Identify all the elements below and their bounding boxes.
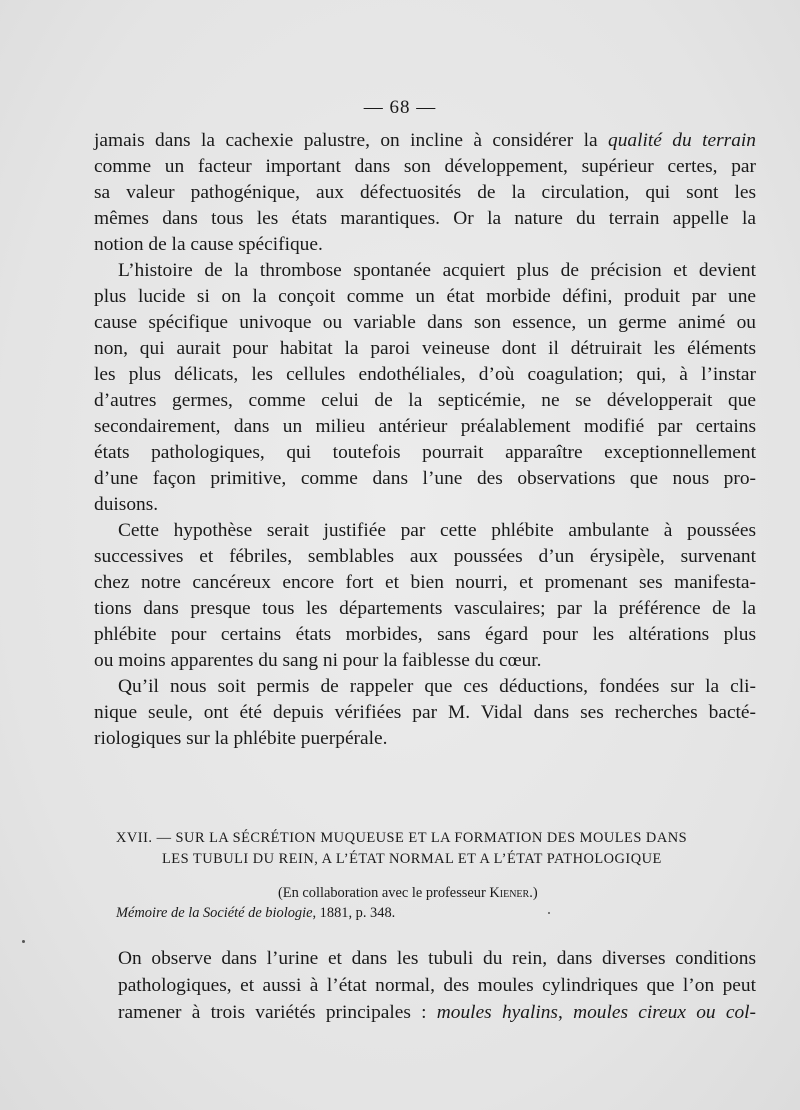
text-line: plus lucide si on la conçoit comme un état morbide défini, produit par une [94, 286, 756, 307]
text-line: riologiques sur la phlébite puerpérale. [94, 728, 388, 749]
text-line: pathologiques, et aussi à l’état normal, des moules cylindriques que l’on peut [118, 975, 756, 996]
publication-reference: Mémoire de la Société de biologie, 1881, p. 348. [116, 905, 396, 921]
journal-title: Mémoire de la Société de biologie [116, 905, 313, 921]
body-text [94, 128, 756, 752]
page-number: — 68 — [363, 97, 437, 118]
author-name: Kiener [489, 885, 530, 901]
text-line: phlébite pour certains états morbides, sans égard pour les altérations plus [94, 624, 756, 645]
text-line: Cette hypothèse serait justifiée par cette phlébite ambulante à poussées [118, 520, 756, 541]
collaboration-note: (En collaboration avec le professeur Kiener.) [278, 885, 538, 901]
text-line: comme un facteur important dans son développement, supérieur certes, par [94, 156, 756, 177]
text-line: duisons. [94, 494, 159, 515]
text-line: d’autres germes, comme celui de la septicémie, ne se développerait que [94, 390, 756, 411]
text-line: non, qui aurait pour habitat la paroi veineuse dont il détruirait les éléments [94, 338, 756, 359]
text-line: mêmes dans tous les états marantiques. Or la nature du terrain appelle la [94, 208, 756, 229]
text-line: secondairement, dans un milieu antérieur préalablement modifié par certains [94, 416, 756, 437]
text-line: On observe dans l’urine et dans les tubuli du rein, dans diverses conditions [118, 948, 756, 969]
text-line: Qu’il nous soit permis de rappeler que ces déductions, fondées sur la cli- [118, 676, 756, 697]
scan-speck [22, 940, 25, 943]
section-body [118, 945, 756, 1026]
text-line: sa valeur pathogénique, aux défectuosités de la circulation, qui sont les [94, 182, 756, 203]
text-line: L’histoire de la thrombose spontanée acquiert plus de précision et devient [118, 260, 756, 281]
paragraph-4 [94, 674, 756, 752]
section-heading [116, 828, 756, 870]
text-line: successives et fébriles, semblables aux poussées d’un érysipèle, survenant [94, 546, 756, 567]
text-line: ramener à trois variétés principales : moules hyalins, moules cireux ou col- [118, 1002, 756, 1023]
text-line: chez notre cancéreux encore fort et bien nourri, et promenant ses manifesta- [94, 572, 756, 593]
text-line: ou moins apparentes du sang ni pour la faiblesse du cœur. [94, 650, 542, 671]
text-line: notion de la cause spécifique. [94, 234, 323, 255]
paragraph-3 [94, 518, 756, 674]
text-line: d’une façon primitive, comme dans l’une des observations que nous pro- [94, 468, 756, 489]
section-title-line-2: LES TUBULI DU REIN, A L’ÉTAT NORMAL ET A L’ÉTAT PATHOLOGIQUE [162, 851, 662, 867]
text-line: tions dans presque tous les départements vasculaires; par la préférence de la [94, 598, 756, 619]
text-line: les plus délicats, les cellules endothéliales, d’où coagulation; qui, à l’instar [94, 364, 756, 385]
text-line: jamais dans la cachexie palustre, on incline à considérer la qualité du terrain [94, 130, 756, 151]
text-line: nique seule, ont été depuis vérifiées par M. Vidal dans ses recherches bacté- [94, 702, 756, 723]
italic-phrase: qualité du terrain [608, 130, 756, 151]
paragraph-1 [94, 128, 756, 258]
paragraph-2 [94, 258, 756, 518]
text-line: cause spécifique univoque ou variable dans son essence, un germe animé ou [94, 312, 756, 333]
text-line: états pathologiques, qui toutefois pourrait apparaître exceptionnellement [94, 442, 756, 463]
scan-speck [548, 912, 550, 914]
section-title-line-1: XVII. — SUR LA SÉCRÉTION MUQUEUSE ET LA FORMATION DES MOULES DANS [116, 830, 688, 846]
